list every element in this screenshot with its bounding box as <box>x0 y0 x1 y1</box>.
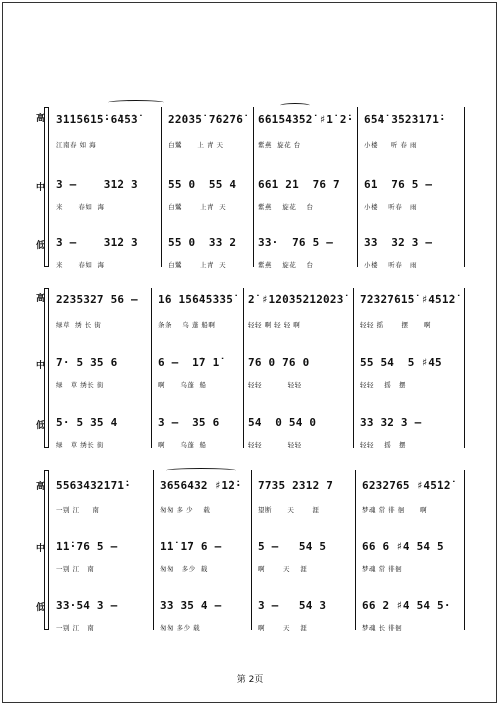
part-label-low: 低 <box>36 603 46 613</box>
lyrics-low-m4: 梦魂 长 徘徊 <box>362 624 403 632</box>
lyrics-mid-m4: 轻轻 摇 摆 <box>360 381 406 389</box>
barline <box>464 288 465 448</box>
staff-line <box>48 470 49 630</box>
notes-low-m4: 66 2 ♯4 54 5· <box>362 599 451 612</box>
barline <box>243 288 244 448</box>
part-label-mid: 中 <box>36 361 46 371</box>
notes-high-m3: 2̇ ♯1̇2̇0̇3̇5̇2̇1̇2̇0̇2̇3̇ <box>248 293 344 306</box>
part-label-low: 低 <box>36 421 46 431</box>
lyrics-mid-m3: 轻轻 轻轻 <box>248 381 302 389</box>
system-3 <box>36 465 468 655</box>
notes-mid-m1: 3 – 31̇2 3 <box>56 178 138 191</box>
part-label-mid: 中 <box>36 544 46 554</box>
part-label-high: 高 <box>36 114 46 124</box>
lyrics-high-m3: 紫燕 旋花 台 <box>258 141 301 149</box>
barline <box>357 107 358 267</box>
lyrics-mid-m1: 来 春如 海 <box>56 203 105 211</box>
notes-low-m4: 33 32 3 – <box>360 416 422 429</box>
lyrics-low-m1: 来 春如 海 <box>56 261 105 269</box>
part-label-high: 高 <box>36 294 46 304</box>
notes-high-m4: 6̇5̇4̇ 3̇5̇2̇3̇1̇7̇1̇· <box>364 113 446 126</box>
notes-mid-m3: 76 0 76 0 <box>248 356 310 369</box>
lyrics-mid-m1: 绿 草 绣长 街 <box>56 381 104 389</box>
slur <box>108 100 164 105</box>
lyrics-mid-m2: 白鷺 上青 天 <box>168 203 227 211</box>
notes-high-m1: 5563432171̇· <box>56 479 132 492</box>
notes-low-m1: 3 – 31̇2 3 <box>56 236 138 249</box>
part-label-high: 高 <box>36 482 46 492</box>
page-number: 第 2页 <box>236 675 264 685</box>
system-1 <box>36 95 468 285</box>
notes-high-m4: 6232765 ♯45̇1̇2̇ <box>362 479 451 492</box>
lyrics-high-m4: 梦魂 常 徘 徊 啊 <box>362 506 428 514</box>
lyrics-mid-m2: 匆匆 多少 载 <box>160 565 208 573</box>
notes-high-m2: 1̇6 1̇5̇6̇4̇5̇3̇3̇5̇ <box>158 293 234 306</box>
notes-mid-m2: 55 0 55 4 <box>168 178 237 191</box>
lyrics-high-m4: 小楼 听 春 雨 <box>364 141 417 149</box>
notes-mid-m3: 66̇1 2̇1 76 7 <box>258 178 340 191</box>
lyrics-high-m3: 望断 天 涯 <box>258 506 320 514</box>
lyrics-mid-m3: 紫燕 旋花 台 <box>258 203 314 211</box>
notes-mid-m1: 1̇1̇·76 5 – <box>56 540 118 553</box>
notes-low-m3: 54 0 54 0 <box>248 416 317 429</box>
notes-mid-m2: 6 – 1̇7 1̇ <box>158 356 220 369</box>
barline <box>353 288 354 448</box>
slur <box>166 468 236 473</box>
lyrics-high-m1: 江南春 如 海 <box>56 141 97 149</box>
lyrics-high-m4: 轻轻 摇 摆 啊 <box>360 321 431 329</box>
lyrics-mid-m3: 啊 天 涯 <box>258 565 308 573</box>
barline <box>161 107 162 267</box>
staff-line <box>48 288 49 448</box>
part-label-mid: 中 <box>36 183 46 193</box>
lyrics-low-m3: 轻轻 轻轻 <box>248 441 302 449</box>
lyrics-high-m2: 匆匆 多 少 载 <box>160 506 211 514</box>
notes-high-m2: 3656432 ♯1̇2̇· <box>160 479 242 492</box>
notes-low-m1: 33·54 3 – <box>56 599 118 612</box>
lyrics-low-m4: 小楼 听春 雨 <box>364 261 417 269</box>
lyrics-low-m2: 白鷺 上青 天 <box>168 261 227 269</box>
lyrics-high-m2: 白鷺 上 青 天 <box>168 141 224 149</box>
barline <box>153 470 154 630</box>
notes-low-m3: 33· 76 5 – <box>258 236 334 249</box>
lyrics-mid-m4: 小楼 听春 雨 <box>364 203 417 211</box>
notes-high-m3: 6̇6̇1̇5̇4̇3̇5̇2̇ ♯1̇ 2̇· <box>258 113 354 126</box>
barline <box>151 288 152 448</box>
lyrics-low-m1: 一别 江 南 <box>56 624 95 632</box>
notes-low-m2: 55 0 33 2 <box>168 236 237 249</box>
lyrics-mid-m2: 啊 乌蓬 船 <box>158 381 207 389</box>
notes-mid-m4: 55 54 5 ♯45 <box>360 356 442 369</box>
lyrics-low-m3: 啊 天 涯 <box>258 624 308 632</box>
notes-mid-m1: 7· 5 35 6 <box>56 356 118 369</box>
lyrics-high-m3: 轻轻 啊 轻 轻 啊 <box>248 321 301 329</box>
slur <box>280 103 310 108</box>
notes-high-m3: 7735 2312 7 <box>258 479 334 492</box>
lyrics-high-m1: 绿草 绣 长 街 <box>56 321 102 329</box>
barline <box>355 470 356 630</box>
barline <box>464 107 465 267</box>
part-label-low: 低 <box>36 241 46 251</box>
notes-low-m2: 3 – 35 6 <box>158 416 220 429</box>
notes-low-m2: 33 35 4 – <box>160 599 222 612</box>
notes-low-m3: 3 – 54 3 <box>258 599 327 612</box>
barline <box>253 107 254 267</box>
lyrics-low-m2: 啊 乌蓬 船 <box>158 441 207 449</box>
lyrics-low-m4: 轻轻 摇 摆 <box>360 441 406 449</box>
lyrics-mid-m4: 梦魂 常 徘徊 <box>362 565 403 573</box>
lyrics-low-m3: 紫燕 旋花 台 <box>258 261 314 269</box>
lyrics-mid-m1: 一别 江 南 <box>56 565 95 573</box>
staff-line <box>48 107 49 267</box>
notes-low-m1: 5· 5 35 4 <box>56 416 118 429</box>
notes-mid-m3: 5 – 54 5 <box>258 540 327 553</box>
notes-high-m4: 7̇2̇3̇2̇7̇6̇1̇5̇ ♯4̇5̇1̇2̇ <box>360 293 456 306</box>
notes-mid-m2: 1̇1̇ 1̇7 6 – <box>160 540 222 553</box>
notes-high-m2: 2̇2̇0̇3̇5̇ 7̇6̇2̇7̇6̇ <box>168 113 244 126</box>
system-2 <box>36 283 468 473</box>
notes-low-m4: 33 32 3 – <box>364 236 433 249</box>
notes-mid-m4: 6̇1 76 5 – <box>364 178 433 191</box>
notes-high-m1: 3̇1̇1̇5̇6̇1̇5̇·6̇4̇5̇3̇ <box>56 113 138 126</box>
lyrics-high-m1: 一别 江 南 <box>56 506 100 514</box>
lyrics-low-m2: 匆匆 多少 载 <box>160 624 201 632</box>
notes-mid-m4: 66 6 ♯4 54 5 <box>362 540 444 553</box>
barline <box>251 470 252 630</box>
barline <box>464 470 465 630</box>
lyrics-high-m2: 条条 乌 蓬 船啊 <box>158 321 216 329</box>
notes-high-m1: 2235327 56 – <box>56 293 138 306</box>
lyrics-low-m1: 绿 草 绣长 街 <box>56 441 104 449</box>
